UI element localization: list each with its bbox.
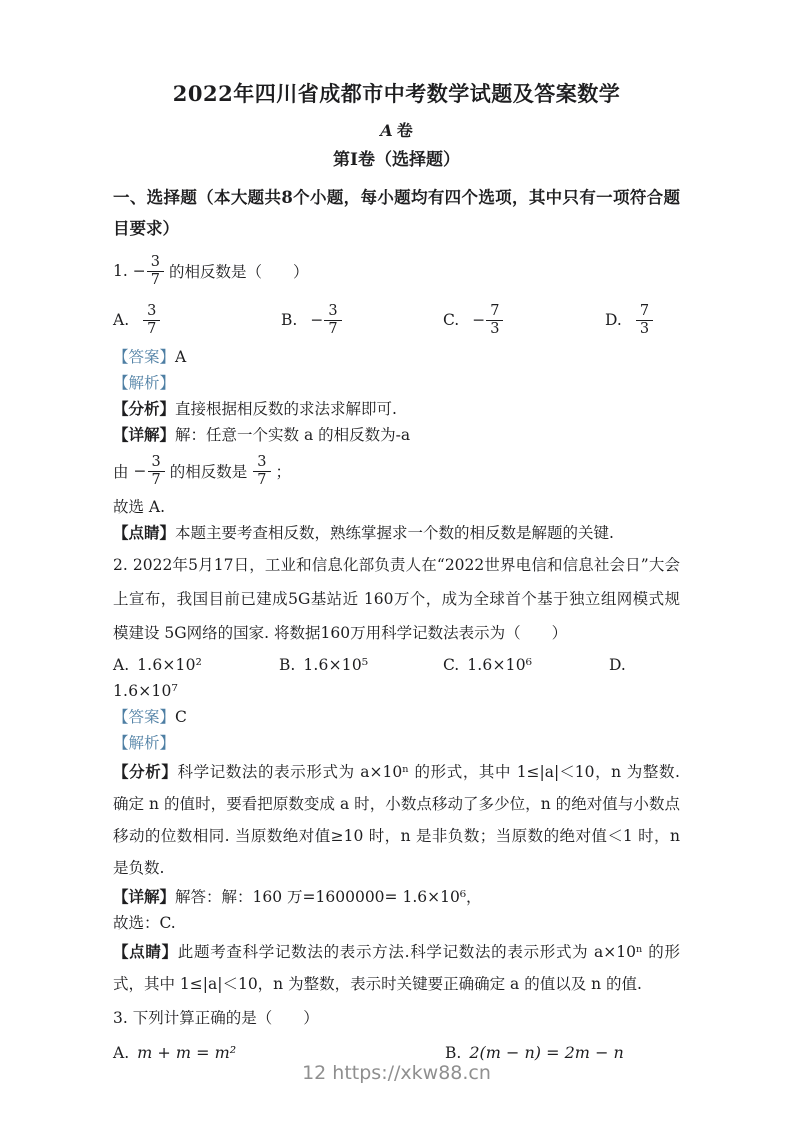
analysis-label: 【分析】	[113, 762, 178, 781]
q1-option-c	[443, 303, 605, 338]
option-value: m + m = m²	[137, 1043, 237, 1062]
option-value: 1.6×10²	[137, 656, 203, 674]
fraction-numerator: 7	[490, 302, 500, 319]
volume-word: 卷	[396, 121, 413, 140]
note-label: 【点睛】	[113, 523, 176, 542]
q2-options	[113, 652, 680, 678]
option-label: C.	[443, 311, 460, 329]
option-label: A.	[113, 656, 130, 674]
q1-stem	[113, 248, 680, 294]
q1-answer-line	[113, 344, 680, 370]
detail-label: 【详解】	[113, 887, 176, 906]
fraction-stack	[148, 454, 165, 489]
volume-heading	[113, 120, 680, 142]
q2-jiexi-line	[113, 730, 680, 756]
q2-answer-line	[113, 704, 680, 730]
detail-text: 解答：解：160 万=1600000= 1.6×10⁶，	[175, 888, 482, 906]
q2-conclusion: 故选：C.	[113, 914, 176, 932]
volume-letter: A	[380, 121, 393, 140]
option-fraction	[310, 303, 341, 338]
fraction-denominator: 7	[148, 471, 165, 489]
fraction-stack	[147, 254, 164, 289]
q3-stem: 3. 下列计算正确的是（ ）	[113, 1009, 319, 1027]
fraction-numerator: 3	[151, 453, 161, 470]
page-title: 2022年四川省成都市中考数学试题及答案数学	[172, 81, 621, 106]
q1-analysis-line	[113, 396, 680, 422]
option-fraction	[142, 303, 160, 338]
q2-option-d-wrapped-value: 1.6×10⁷	[113, 682, 178, 700]
fraction-numerator: 7	[639, 302, 650, 319]
fraction-denominator: 3	[636, 320, 653, 338]
option-label: B.	[279, 656, 296, 674]
detail-label: 【详解】	[113, 425, 176, 444]
fraction-sign: −	[133, 462, 147, 480]
option-label: D.	[609, 656, 626, 674]
option-label: B.	[445, 1044, 462, 1062]
jiexi-label: 【解析】	[113, 374, 176, 392]
q2-option-b	[279, 652, 443, 678]
part-heading: 第Ⅰ卷（选择题）	[333, 150, 460, 170]
q1-detail-line	[113, 422, 680, 448]
q1-note-line	[113, 520, 680, 546]
answer-value: C	[175, 708, 187, 726]
q2-option-c	[443, 652, 609, 678]
fraction-denominator: 7	[147, 271, 164, 289]
q1-option-d	[605, 303, 680, 338]
derivation-middle: 的相反数是	[169, 463, 248, 481]
option-label: D.	[605, 311, 622, 329]
note-label: 【点睛】	[113, 942, 178, 961]
derivation-prefix: 由	[113, 463, 129, 481]
q1-stem-fraction	[133, 254, 164, 289]
q1-jiexi-line	[113, 370, 680, 396]
fraction-numerator: 3	[257, 453, 267, 470]
fraction-numerator: 3	[150, 253, 161, 270]
option-label: A.	[113, 311, 130, 329]
q2-stem: 2. 2022年5月17日，工业和信息化部负责人在“2022世界电信和信息社会日”大会上宣布，我国目前已建成5G基站近 160万个，成为全球首个基于独立组网模式规模建设 5G网络的国家. 将数据160万用科学记数法表示为（ ）	[113, 556, 680, 642]
answer-label: 【答案】	[113, 708, 176, 726]
fraction-stack	[636, 303, 653, 338]
fraction-sign: −	[310, 311, 324, 329]
fraction-numerator: 3	[147, 302, 157, 319]
answer-label: 【答案】	[113, 348, 176, 366]
option-label: A.	[113, 1044, 130, 1062]
jiexi-label: 【解析】	[113, 734, 176, 752]
fraction-stack	[324, 303, 341, 338]
option-value: 2(m − n) = 2m − n	[469, 1043, 624, 1062]
q1-option-a	[113, 303, 281, 338]
derivation-fraction-2	[252, 454, 270, 489]
q1-stem-text: 的相反数是（ ）	[169, 263, 309, 281]
analysis-text: 直接根据相反数的求法求解即可.	[175, 400, 397, 418]
derivation-suffix: ；	[275, 463, 292, 481]
q2-detail-line	[113, 884, 680, 910]
fraction-sign: −	[472, 311, 486, 329]
derivation-fraction-1	[134, 454, 165, 489]
option-label: C.	[443, 656, 460, 674]
fraction-denominator: 7	[143, 320, 160, 338]
fraction-stack	[143, 303, 160, 338]
q2-note-para	[113, 936, 680, 1000]
fraction-sign: −	[132, 262, 146, 280]
note-text: 本题主要考查相反数，熟练掌握求一个数的相反数是解题的关键.	[175, 524, 614, 542]
q2-analysis-para	[113, 756, 680, 884]
analysis-text: 科学记数法的表示形式为 a×10ⁿ 的形式，其中 1≤|a|＜10，n 为整数. 确定 n 的值时，要看把原数变成 a 时，小数点移动了多少位，n 的绝对值与小数点移动的位数相同. 当原数绝对值≥10 时，n 是非负数；当原数的绝对值＜1 时，n 是负数.	[113, 763, 680, 877]
q1-derivation-line	[113, 448, 680, 494]
q1-options	[113, 296, 680, 344]
answer-value: A	[175, 348, 187, 366]
option-value: 1.6×10⁶	[467, 656, 533, 674]
section-heading: 一、选择题（本大题共8个小题，每小题均有四个选项，其中只有一项符合题目要求）	[113, 188, 680, 238]
fraction-denominator: 3	[486, 320, 503, 338]
q1-option-b	[281, 303, 443, 338]
fraction-stack	[486, 303, 503, 338]
fraction-denominator: 7	[253, 471, 270, 489]
option-fraction	[635, 303, 653, 338]
analysis-label: 【分析】	[113, 399, 176, 418]
detail-text: 解：任意一个实数 a 的相反数为-a	[175, 426, 411, 444]
note-text: 此题考查科学记数法的表示方法.科学记数法的表示形式为 a×10ⁿ 的形式，其中 1≤|a|＜10，n 为整数，表示时关键要正确确定 a 的值以及 n 的值.	[113, 943, 680, 993]
page-footer: 12 https://xkw88.cn	[302, 1062, 491, 1084]
q1-conclusion: 故选 A.	[113, 498, 166, 516]
q2-option-d	[609, 652, 680, 678]
fraction-stack	[253, 454, 270, 489]
q1-number: 1.	[113, 262, 128, 280]
fraction-numerator: 3	[328, 302, 338, 319]
option-label: B.	[281, 311, 298, 329]
fraction-denominator: 7	[324, 320, 341, 338]
option-value: 1.6×10⁵	[303, 656, 369, 674]
option-fraction	[472, 303, 503, 338]
q2-option-a	[113, 652, 279, 678]
